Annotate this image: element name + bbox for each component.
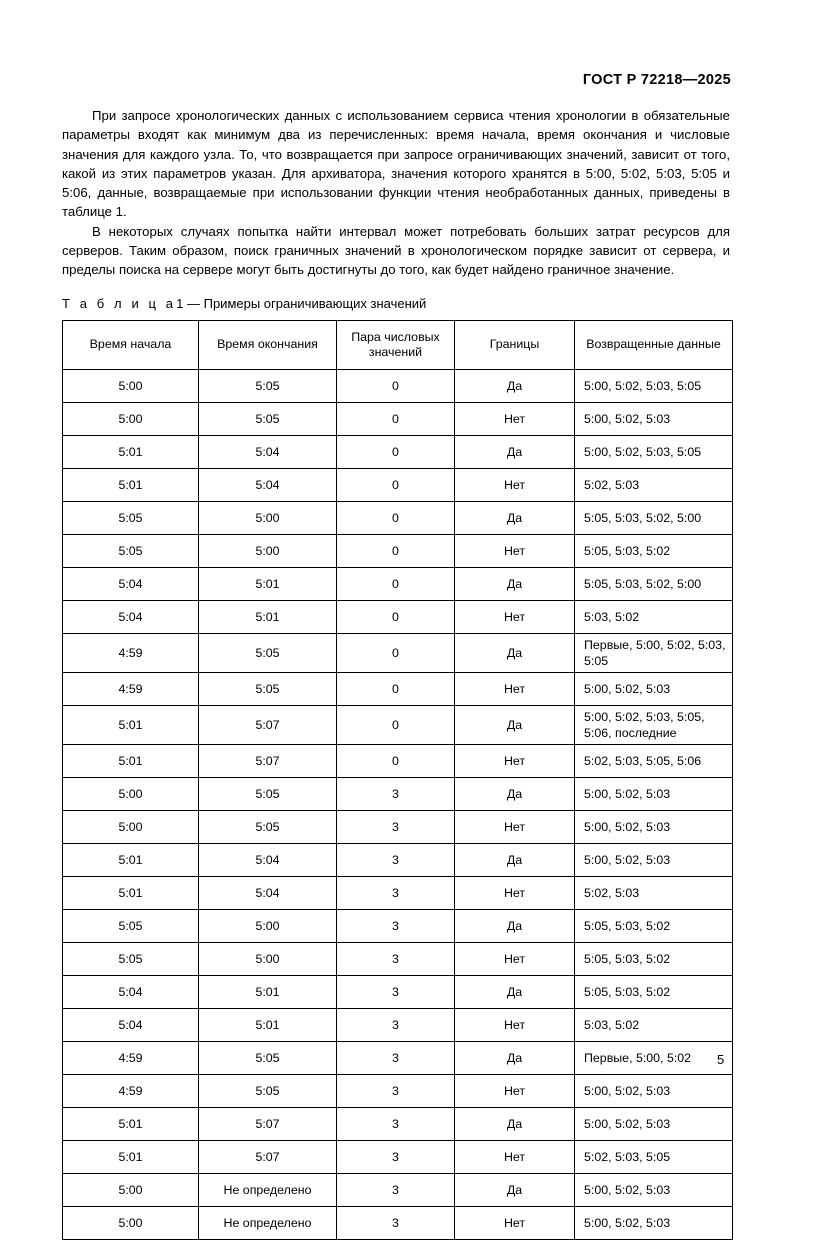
cell-returned-data: 5:05, 5:03, 5:02	[575, 942, 733, 975]
table-row	[63, 744, 733, 777]
table-row	[63, 402, 733, 435]
table-row	[63, 672, 733, 705]
cell-returned-data: 5:00, 5:02, 5:03	[575, 402, 733, 435]
cell-start-time: 5:05	[63, 501, 199, 534]
cell-value-pair: 0	[337, 468, 455, 501]
page-number: 5	[717, 1052, 725, 1067]
cell-end-time: 5:05	[199, 369, 337, 402]
cell-end-time: 5:04	[199, 468, 337, 501]
cell-end-time: 5:07	[199, 1107, 337, 1140]
table-row	[63, 1173, 733, 1206]
table-caption-word: Т а б л и ц а	[62, 295, 177, 311]
cell-value-pair: 0	[337, 744, 455, 777]
cell-end-time: Не определено	[199, 1173, 337, 1206]
cell-value-pair: 0	[337, 534, 455, 567]
cell-returned-data: 5:02, 5:03	[575, 468, 733, 501]
cell-value-pair: 3	[337, 843, 455, 876]
cell-end-time: 5:00	[199, 501, 337, 534]
table-row	[63, 909, 733, 942]
cell-end-time: 5:05	[199, 672, 337, 705]
table-row	[63, 975, 733, 1008]
cell-end-time: 5:05	[199, 810, 337, 843]
cell-start-time: 5:01	[63, 705, 199, 744]
cell-value-pair: 0	[337, 672, 455, 705]
cell-end-time: 5:04	[199, 876, 337, 909]
cell-end-time: 5:05	[199, 402, 337, 435]
table-header	[63, 320, 733, 369]
table-caption	[62, 296, 730, 311]
table-row	[63, 1041, 733, 1074]
cell-value-pair: 0	[337, 369, 455, 402]
cell-value-pair: 3	[337, 942, 455, 975]
cell-bounds: Нет	[455, 1008, 575, 1041]
cell-value-pair: 3	[337, 1074, 455, 1107]
cell-returned-data: 5:00, 5:02, 5:03	[575, 672, 733, 705]
cell-start-time: 4:59	[63, 633, 199, 672]
cell-bounds: Да	[455, 633, 575, 672]
table-row	[63, 633, 733, 672]
cell-bounds: Нет	[455, 1140, 575, 1173]
table-row	[63, 369, 733, 402]
cell-value-pair: 0	[337, 633, 455, 672]
cell-end-time: 5:01	[199, 975, 337, 1008]
cell-value-pair: 3	[337, 777, 455, 810]
cell-bounds: Нет	[455, 744, 575, 777]
cell-value-pair: 0	[337, 435, 455, 468]
table-caption-number: 1	[176, 295, 184, 311]
cell-end-time: Не определено	[199, 1206, 337, 1239]
cell-start-time: 5:05	[63, 942, 199, 975]
table-row	[63, 468, 733, 501]
cell-start-time: 5:01	[63, 468, 199, 501]
cell-end-time: 5:05	[199, 777, 337, 810]
table-row	[63, 501, 733, 534]
column-header-value-pair: Пара числовых значений	[337, 320, 455, 369]
cell-returned-data: 5:05, 5:03, 5:02	[575, 909, 733, 942]
cell-end-time: 5:00	[199, 534, 337, 567]
cell-returned-data: 5:00, 5:02, 5:03	[575, 843, 733, 876]
body-paragraph-2: В некоторых случаях попытка найти интервал может потребовать больших затрат ресурсов для серверов. Таким образом, поиск граничных значений в хронологическом порядке зависит от сервера, и пределы поиска на сервере могут быть достигнуты до того, как будет найдено граничное значение.	[62, 223, 730, 278]
cell-value-pair: 3	[337, 1008, 455, 1041]
cell-start-time: 5:04	[63, 1008, 199, 1041]
cell-start-time: 5:01	[63, 876, 199, 909]
table-row	[63, 942, 733, 975]
cell-bounds: Да	[455, 705, 575, 744]
cell-returned-data: 5:03, 5:02	[575, 1008, 733, 1041]
cell-end-time: 5:05	[199, 1074, 337, 1107]
cell-start-time: 5:05	[63, 909, 199, 942]
cell-start-time: 5:00	[63, 1173, 199, 1206]
table-row	[63, 567, 733, 600]
cell-returned-data: 5:00, 5:02, 5:03	[575, 1074, 733, 1107]
table-row	[63, 876, 733, 909]
cell-start-time: 5:00	[63, 777, 199, 810]
table-body	[63, 369, 733, 1239]
column-header-returned-data: Возвращенные данные	[575, 320, 733, 369]
cell-returned-data: 5:05, 5:03, 5:02	[575, 975, 733, 1008]
cell-end-time: 5:01	[199, 567, 337, 600]
cell-bounds: Да	[455, 369, 575, 402]
cell-start-time: 5:00	[63, 1206, 199, 1239]
cell-end-time: 5:04	[199, 843, 337, 876]
cell-value-pair: 3	[337, 1041, 455, 1074]
body-paragraph-1: При запросе хронологических данных с использованием сервиса чтения хронологии в обязательные параметры входят как минимум два из перечисленных: время начала, время окончания и числовые значения для каждого узла. То, что возвращается при запросе ограничивающих значений, зависит от того, какой из этих параметров указан. Для архиватора, значения которого хранятся в 5:00, 5:02, 5:03, 5:05 и 5:06, данные, возвращаемые при использовании функции чтения необработанных данных, приведены в таблице 1.	[62, 108, 730, 220]
cell-start-time: 5:01	[63, 1107, 199, 1140]
cell-bounds: Нет	[455, 876, 575, 909]
cell-returned-data: 5:02, 5:03, 5:05	[575, 1140, 733, 1173]
cell-value-pair: 3	[337, 1173, 455, 1206]
column-header-bounds: Границы	[455, 320, 575, 369]
cell-bounds: Нет	[455, 534, 575, 567]
cell-value-pair: 3	[337, 810, 455, 843]
cell-value-pair: 3	[337, 975, 455, 1008]
cell-end-time: 5:07	[199, 705, 337, 744]
table-row	[63, 1074, 733, 1107]
table-row	[63, 810, 733, 843]
cell-value-pair: 0	[337, 501, 455, 534]
cell-bounds: Да	[455, 567, 575, 600]
cell-bounds: Да	[455, 1107, 575, 1140]
cell-returned-data: Первые, 5:00, 5:02	[575, 1041, 733, 1074]
cell-returned-data: 5:00, 5:02, 5:03, 5:05	[575, 369, 733, 402]
cell-start-time: 5:01	[63, 843, 199, 876]
table-row	[63, 705, 733, 744]
table-row	[63, 1206, 733, 1239]
cell-value-pair: 3	[337, 909, 455, 942]
table-row	[63, 777, 733, 810]
cell-end-time: 5:00	[199, 909, 337, 942]
cell-bounds: Нет	[455, 810, 575, 843]
cell-start-time: 5:04	[63, 975, 199, 1008]
table-row	[63, 600, 733, 633]
cell-start-time: 4:59	[63, 672, 199, 705]
table-row	[63, 1008, 733, 1041]
table-header-row	[63, 320, 733, 369]
cell-end-time: 5:01	[199, 600, 337, 633]
column-header-end-time: Время окончания	[199, 320, 337, 369]
cell-value-pair: 0	[337, 705, 455, 744]
cell-returned-data: 5:00, 5:02, 5:03	[575, 1107, 733, 1140]
cell-returned-data: 5:00, 5:02, 5:03, 5:05, 5:06, последние	[575, 705, 733, 744]
page-header-standard-number: ГОСТ Р 72218—2025	[582, 72, 731, 88]
cell-value-pair: 3	[337, 876, 455, 909]
cell-start-time: 5:00	[63, 369, 199, 402]
cell-bounds: Нет	[455, 402, 575, 435]
limit-values-table	[62, 320, 733, 1240]
cell-end-time: 5:07	[199, 1140, 337, 1173]
cell-bounds: Да	[455, 1041, 575, 1074]
cell-start-time: 5:01	[63, 744, 199, 777]
table-row	[63, 1140, 733, 1173]
cell-bounds: Нет	[455, 942, 575, 975]
table-row	[63, 843, 733, 876]
cell-bounds: Да	[455, 843, 575, 876]
cell-returned-data: 5:02, 5:03	[575, 876, 733, 909]
cell-start-time: 5:05	[63, 534, 199, 567]
cell-returned-data: 5:02, 5:03, 5:05, 5:06	[575, 744, 733, 777]
cell-bounds: Нет	[455, 468, 575, 501]
cell-bounds: Да	[455, 501, 575, 534]
cell-returned-data: 5:00, 5:02, 5:03	[575, 777, 733, 810]
cell-bounds: Да	[455, 777, 575, 810]
cell-end-time: 5:01	[199, 1008, 337, 1041]
cell-start-time: 5:01	[63, 1140, 199, 1173]
table-row	[63, 1107, 733, 1140]
cell-bounds: Нет	[455, 600, 575, 633]
cell-start-time: 4:59	[63, 1074, 199, 1107]
cell-start-time: 5:04	[63, 600, 199, 633]
cell-bounds: Да	[455, 1173, 575, 1206]
cell-start-time: 5:04	[63, 567, 199, 600]
cell-bounds: Да	[455, 909, 575, 942]
cell-returned-data: 5:00, 5:02, 5:03	[575, 1173, 733, 1206]
cell-end-time: 5:04	[199, 435, 337, 468]
cell-bounds: Нет	[455, 1206, 575, 1239]
cell-bounds: Да	[455, 975, 575, 1008]
cell-start-time: 5:00	[63, 402, 199, 435]
table-caption-dash: —	[186, 295, 200, 311]
table-row	[63, 534, 733, 567]
table-row	[63, 435, 733, 468]
page-content	[62, 106, 730, 1240]
cell-value-pair: 3	[337, 1140, 455, 1173]
cell-bounds: Нет	[455, 1074, 575, 1107]
cell-returned-data: 5:05, 5:03, 5:02, 5:00	[575, 567, 733, 600]
cell-bounds: Нет	[455, 672, 575, 705]
cell-value-pair: 0	[337, 402, 455, 435]
cell-returned-data: 5:00, 5:02, 5:03	[575, 1206, 733, 1239]
cell-value-pair: 3	[337, 1107, 455, 1140]
cell-start-time: 4:59	[63, 1041, 199, 1074]
cell-end-time: 5:07	[199, 744, 337, 777]
cell-end-time: 5:00	[199, 942, 337, 975]
cell-end-time: 5:05	[199, 1041, 337, 1074]
cell-returned-data: 5:00, 5:02, 5:03	[575, 810, 733, 843]
column-header-start-time: Время начала	[63, 320, 199, 369]
cell-value-pair: 0	[337, 567, 455, 600]
cell-value-pair: 3	[337, 1206, 455, 1239]
cell-end-time: 5:05	[199, 633, 337, 672]
cell-start-time: 5:01	[63, 435, 199, 468]
cell-start-time: 5:00	[63, 810, 199, 843]
cell-returned-data: 5:05, 5:03, 5:02, 5:00	[575, 501, 733, 534]
table-caption-title: Примеры ограничивающих значений	[203, 295, 427, 311]
cell-returned-data: 5:00, 5:02, 5:03, 5:05	[575, 435, 733, 468]
cell-bounds: Да	[455, 435, 575, 468]
cell-returned-data: 5:05, 5:03, 5:02	[575, 534, 733, 567]
cell-returned-data: Первые, 5:00, 5:02, 5:03, 5:05	[575, 633, 733, 672]
cell-returned-data: 5:03, 5:02	[575, 600, 733, 633]
cell-value-pair: 0	[337, 600, 455, 633]
